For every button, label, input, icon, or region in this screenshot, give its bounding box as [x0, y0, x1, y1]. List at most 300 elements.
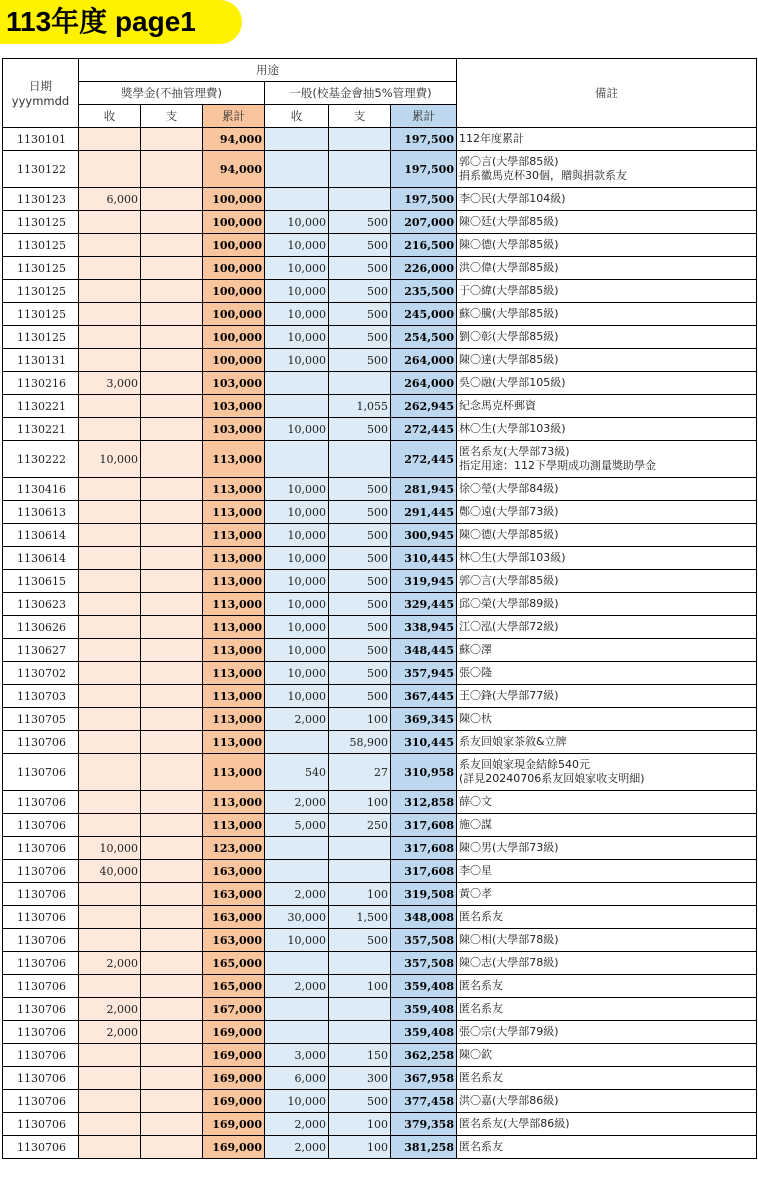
remark-cell — [457, 639, 757, 662]
general-income-cell: 2,000 — [265, 975, 329, 998]
remark-cell — [457, 1021, 757, 1044]
scholarship-cumulative-cell: 113,000 — [203, 791, 265, 814]
general-expense-cell: 1,055 — [329, 395, 391, 418]
ledger-date-cell: 1130706 — [3, 952, 79, 975]
scholarship-income-cell — [79, 128, 141, 151]
ledger-date-cell: 1130706 — [3, 837, 79, 860]
general-income-cell: 2,000 — [265, 1113, 329, 1136]
ledger-date-cell: 1130125 — [3, 234, 79, 257]
remark-cell — [457, 188, 757, 211]
general-cumulative-cell: 310,445 — [391, 547, 457, 570]
general-cumulative-cell: 197,500 — [391, 151, 457, 188]
remark-cell — [457, 1044, 757, 1067]
remark-line: 陳〇志(大學部78級) — [459, 956, 559, 969]
remark-cell — [457, 662, 757, 685]
scholarship-cumulative-cell: 113,000 — [203, 501, 265, 524]
general-cumulative-cell: 317,608 — [391, 837, 457, 860]
scholarship-expense-cell — [141, 975, 203, 998]
general-income-cell: 2,000 — [265, 1136, 329, 1159]
general-cumulative-cell: 310,445 — [391, 731, 457, 754]
scholarship-cumulative-cell: 165,000 — [203, 952, 265, 975]
general-cumulative-cell: 207,000 — [391, 211, 457, 234]
scholarship-cumulative-cell: 94,000 — [203, 151, 265, 188]
scholarship-cumulative-cell: 169,000 — [203, 1021, 265, 1044]
general-income-cell: 10,000 — [265, 1090, 329, 1113]
ledger-date-cell: 1130706 — [3, 929, 79, 952]
ledger-date-cell: 1130221 — [3, 395, 79, 418]
remark-line: 指定用途：112下學期成功測量獎助學金 — [459, 459, 656, 472]
scholarship-cumulative-cell: 169,000 — [203, 1067, 265, 1090]
general-income-cell: 10,000 — [265, 639, 329, 662]
general-cumulative-cell: 369,345 — [391, 708, 457, 731]
scholarship-expense-cell — [141, 395, 203, 418]
remark-cell — [457, 998, 757, 1021]
scholarship-cumulative-cell: 100,000 — [203, 326, 265, 349]
scholarship-expense-cell — [141, 814, 203, 837]
general-cumulative-cell: 264,000 — [391, 372, 457, 395]
scholarship-cumulative-cell: 113,000 — [203, 754, 265, 791]
scholarship-cumulative-cell: 103,000 — [203, 418, 265, 441]
ledger-date-cell: 1130626 — [3, 616, 79, 639]
general-expense-cell: 500 — [329, 662, 391, 685]
scholarship-expense-cell — [141, 906, 203, 929]
remark-cell — [457, 975, 757, 998]
ledger-date-cell: 1130125 — [3, 257, 79, 280]
scholarship-expense-cell — [141, 1113, 203, 1136]
remark-cell — [457, 128, 757, 151]
general-cumulative-cell: 235,500 — [391, 280, 457, 303]
general-expense-cell: 500 — [329, 524, 391, 547]
remark-line: 匿名系友(大學部73級) — [459, 445, 570, 458]
scholarship-income-cell — [79, 257, 141, 280]
scholarship-expense-cell — [141, 128, 203, 151]
general-expense-cell: 100 — [329, 975, 391, 998]
scholarship-cumulative-cell: 113,000 — [203, 685, 265, 708]
general-expense-cell: 100 — [329, 883, 391, 906]
remark-cell — [457, 860, 757, 883]
general-income-cell: 2,000 — [265, 791, 329, 814]
general-expense-cell: 500 — [329, 685, 391, 708]
general-expense-cell: 500 — [329, 234, 391, 257]
scholarship-header: 獎學金(不抽管理費) — [79, 82, 265, 105]
scholarship-expense-cell — [141, 280, 203, 303]
ledger-date-cell: 1130706 — [3, 1113, 79, 1136]
scholarship-income-cell — [79, 639, 141, 662]
scholarship-expense-cell — [141, 708, 203, 731]
scholarship-income-cell — [79, 478, 141, 501]
remark-line: 黃〇孝 — [459, 887, 492, 900]
remark-cell — [457, 1113, 757, 1136]
scholarship-expense-cell — [141, 1021, 203, 1044]
remark-line: 陳〇男(大學部73級) — [459, 841, 559, 854]
ledger-date-cell: 1130613 — [3, 501, 79, 524]
ledger-date-cell: 1130706 — [3, 814, 79, 837]
general-cumulative-cell: 367,445 — [391, 685, 457, 708]
table-row — [3, 791, 757, 814]
general-cumulative-cell: 359,408 — [391, 1021, 457, 1044]
ledger-date-cell: 1130614 — [3, 524, 79, 547]
remark-line: 匿名系友 — [459, 910, 503, 923]
remark-cell — [457, 524, 757, 547]
general-expense-cell: 500 — [329, 211, 391, 234]
remark-cell — [457, 441, 757, 478]
scholarship-expense-cell — [141, 188, 203, 211]
remark-cell — [457, 929, 757, 952]
remark-cell — [457, 418, 757, 441]
remark-cell — [457, 349, 757, 372]
general-expense-cell — [329, 837, 391, 860]
remark-line: 匿名系友(大學部86級) — [459, 1117, 570, 1130]
general-income-cell: 10,000 — [265, 662, 329, 685]
remark-cell — [457, 303, 757, 326]
scholarship-expense-cell — [141, 211, 203, 234]
scholarship-cumulative-cell: 113,000 — [203, 639, 265, 662]
general-income-cell: 2,000 — [265, 708, 329, 731]
remark-cell — [457, 685, 757, 708]
scholarship-expense-header: 支 — [141, 105, 203, 128]
remark-line: 捐系徽馬克杯30個，贈與捐款系友 — [459, 169, 627, 182]
scholarship-cumulative-cell: 169,000 — [203, 1113, 265, 1136]
scholarship-cumulative-cell: 103,000 — [203, 395, 265, 418]
scholarship-income-cell — [79, 395, 141, 418]
general-income-cell — [265, 128, 329, 151]
scholarship-cumulative-cell: 113,000 — [203, 814, 265, 837]
table-row — [3, 754, 757, 791]
scholarship-income-cell — [79, 616, 141, 639]
general-income-cell: 6,000 — [265, 1067, 329, 1090]
general-expense-cell: 100 — [329, 1113, 391, 1136]
scholarship-cumulative-cell: 113,000 — [203, 616, 265, 639]
ledger-date-cell: 1130706 — [3, 1044, 79, 1067]
remark-line: 邱〇榮(大學部89級) — [459, 597, 559, 610]
scholarship-cumulative-cell: 94,000 — [203, 128, 265, 151]
general-expense-cell: 500 — [329, 593, 391, 616]
general-cumulative-cell: 377,458 — [391, 1090, 457, 1113]
general-cumulative-cell: 329,445 — [391, 593, 457, 616]
general-income-cell: 10,000 — [265, 570, 329, 593]
ledger-date-cell: 1130125 — [3, 211, 79, 234]
general-income-cell: 10,000 — [265, 593, 329, 616]
date-format-label: yyymmdd — [11, 94, 70, 108]
remark-cell — [457, 952, 757, 975]
general-expense-cell — [329, 128, 391, 151]
general-income-cell: 10,000 — [265, 303, 329, 326]
scholarship-expense-cell — [141, 593, 203, 616]
ledger-date-cell: 1130615 — [3, 570, 79, 593]
remark-line: 劉〇彰(大學部85級) — [459, 330, 559, 343]
remark-line: 陳〇杕 — [459, 712, 492, 725]
ledger-date-cell: 1130706 — [3, 860, 79, 883]
scholarship-income-cell — [79, 708, 141, 731]
scholarship-cumulative-cell: 165,000 — [203, 975, 265, 998]
general-income-cell: 10,000 — [265, 616, 329, 639]
remark-cell — [457, 1067, 757, 1090]
ledger-date-cell: 1130706 — [3, 975, 79, 998]
scholarship-cumulative-header: 累計 — [203, 105, 265, 128]
scholarship-expense-cell — [141, 303, 203, 326]
general-income-cell — [265, 998, 329, 1021]
scholarship-expense-cell — [141, 372, 203, 395]
general-cumulative-cell: 310,958 — [391, 754, 457, 791]
scholarship-income-cell — [79, 303, 141, 326]
remark-line: 匿名系友 — [459, 979, 503, 992]
scholarship-expense-cell — [141, 547, 203, 570]
ledger-date-cell: 1130623 — [3, 593, 79, 616]
general-income-cell — [265, 860, 329, 883]
scholarship-expense-cell — [141, 349, 203, 372]
table-row — [3, 395, 757, 418]
general-income-cell: 10,000 — [265, 349, 329, 372]
ledger-date-cell: 1130706 — [3, 998, 79, 1021]
remark-cell — [457, 372, 757, 395]
remark-line: 李〇星 — [459, 864, 492, 877]
scholarship-expense-cell — [141, 524, 203, 547]
general-income-cell: 2,000 — [265, 883, 329, 906]
ledger-date-cell: 1130216 — [3, 372, 79, 395]
scholarship-income-cell: 2,000 — [79, 1021, 141, 1044]
scholarship-income-cell — [79, 326, 141, 349]
ledger-date-cell: 1130703 — [3, 685, 79, 708]
remark-cell — [457, 754, 757, 791]
table-row — [3, 860, 757, 883]
scholarship-income-cell — [79, 791, 141, 814]
scholarship-expense-cell — [141, 837, 203, 860]
table-row — [3, 418, 757, 441]
scholarship-income-cell — [79, 814, 141, 837]
scholarship-expense-cell — [141, 1044, 203, 1067]
table-row — [3, 441, 757, 478]
ledger-date-cell: 1130706 — [3, 731, 79, 754]
remark-line: 張〇宗(大學部79級) — [459, 1025, 559, 1038]
ledger-date-cell: 1130101 — [3, 128, 79, 151]
remark-cell — [457, 234, 757, 257]
general-income-cell — [265, 151, 329, 188]
table-row — [3, 814, 757, 837]
scholarship-expense-cell — [141, 1067, 203, 1090]
scholarship-cumulative-cell: 100,000 — [203, 349, 265, 372]
ledger-date-cell: 1130706 — [3, 906, 79, 929]
scholarship-expense-cell — [141, 151, 203, 188]
remark-line: 林〇生(大學部103級) — [459, 422, 566, 435]
scholarship-income-cell — [79, 1113, 141, 1136]
scholarship-expense-cell — [141, 326, 203, 349]
remark-line: 陳〇德(大學部85級) — [459, 238, 559, 251]
date-label: 日期 — [29, 79, 52, 93]
general-cumulative-cell: 348,445 — [391, 639, 457, 662]
remark-line: 洪〇偉(大學部85級) — [459, 261, 559, 274]
scholarship-cumulative-cell: 113,000 — [203, 547, 265, 570]
scholarship-cumulative-cell: 100,000 — [203, 280, 265, 303]
remark-cell — [457, 731, 757, 754]
table-row — [3, 349, 757, 372]
ledger-date-cell: 1130123 — [3, 188, 79, 211]
scholarship-cumulative-cell: 169,000 — [203, 1090, 265, 1113]
scholarship-income-cell — [79, 524, 141, 547]
scholarship-income-cell: 6,000 — [79, 188, 141, 211]
remark-cell — [457, 791, 757, 814]
general-expense-cell: 250 — [329, 814, 391, 837]
remark-line: 鄭〇遠(大學部73級) — [459, 505, 559, 518]
scholarship-cumulative-cell: 100,000 — [203, 234, 265, 257]
scholarship-expense-cell — [141, 639, 203, 662]
scholarship-expense-cell — [141, 883, 203, 906]
general-cumulative-cell: 319,945 — [391, 570, 457, 593]
remark-cell — [457, 1090, 757, 1113]
general-expense-cell: 500 — [329, 570, 391, 593]
general-cumulative-cell: 245,000 — [391, 303, 457, 326]
date-header — [3, 59, 79, 128]
table-row — [3, 188, 757, 211]
scholarship-income-header: 收 — [79, 105, 141, 128]
scholarship-income-cell — [79, 280, 141, 303]
general-expense-cell: 500 — [329, 547, 391, 570]
ledger-date-cell: 1130627 — [3, 639, 79, 662]
scholarship-expense-cell — [141, 685, 203, 708]
table-row — [3, 662, 757, 685]
ledger-date-cell: 1130706 — [3, 1136, 79, 1159]
table-row — [3, 524, 757, 547]
remark-line: 李〇民(大學部104級) — [459, 192, 566, 205]
scholarship-income-cell — [79, 662, 141, 685]
general-cumulative-cell: 197,500 — [391, 188, 457, 211]
ledger-date-cell: 1130221 — [3, 418, 79, 441]
general-expense-cell: 500 — [329, 478, 391, 501]
remark-cell — [457, 570, 757, 593]
general-cumulative-cell: 312,858 — [391, 791, 457, 814]
general-income-cell — [265, 731, 329, 754]
table-row — [3, 708, 757, 731]
scholarship-cumulative-cell: 123,000 — [203, 837, 265, 860]
general-income-cell: 10,000 — [265, 326, 329, 349]
scholarship-cumulative-cell: 113,000 — [203, 593, 265, 616]
general-income-cell: 10,000 — [265, 280, 329, 303]
general-cumulative-cell: 357,508 — [391, 952, 457, 975]
general-income-cell — [265, 372, 329, 395]
general-cumulative-cell: 197,500 — [391, 128, 457, 151]
general-expense-cell: 500 — [329, 280, 391, 303]
general-cumulative-cell: 254,500 — [391, 326, 457, 349]
scholarship-income-cell: 40,000 — [79, 860, 141, 883]
scholarship-expense-cell — [141, 418, 203, 441]
remark-line: 施〇謀 — [459, 818, 492, 831]
general-income-cell — [265, 395, 329, 418]
general-income-cell: 10,000 — [265, 234, 329, 257]
scholarship-income-cell — [79, 1067, 141, 1090]
ledger-date-cell: 1130222 — [3, 441, 79, 478]
general-expense-cell — [329, 188, 391, 211]
ledger-date-cell: 1130416 — [3, 478, 79, 501]
table-row — [3, 593, 757, 616]
remark-line: 紀念馬克杯郵資 — [459, 399, 536, 412]
table-row — [3, 1021, 757, 1044]
remark-line: 陳〇欽 — [459, 1048, 492, 1061]
general-expense-cell: 500 — [329, 929, 391, 952]
scholarship-cumulative-cell: 113,000 — [203, 708, 265, 731]
general-cumulative-cell: 357,508 — [391, 929, 457, 952]
remark-line: 陳〇廷(大學部85級) — [459, 215, 559, 228]
remark-cell — [457, 814, 757, 837]
scholarship-expense-cell — [141, 791, 203, 814]
general-expense-cell: 58,900 — [329, 731, 391, 754]
remark-line: 蘇〇騰(大學部85級) — [459, 307, 559, 320]
remark-cell — [457, 906, 757, 929]
ledger-date-cell: 1130706 — [3, 883, 79, 906]
general-header: 一般(校基金會抽5%管理費) — [265, 82, 457, 105]
table-row — [3, 547, 757, 570]
scholarship-cumulative-cell: 103,000 — [203, 372, 265, 395]
general-expense-cell: 500 — [329, 616, 391, 639]
remark-line: 系友回娘家茶敘&立牌 — [459, 735, 567, 748]
remark-cell — [457, 883, 757, 906]
table-row — [3, 211, 757, 234]
general-expense-cell — [329, 372, 391, 395]
general-income-cell: 10,000 — [265, 211, 329, 234]
table-row — [3, 151, 757, 188]
table-row — [3, 685, 757, 708]
general-cumulative-cell: 281,945 — [391, 478, 457, 501]
scholarship-cumulative-cell: 167,000 — [203, 998, 265, 1021]
general-cumulative-cell: 381,258 — [391, 1136, 457, 1159]
remark-header: 備註 — [457, 59, 757, 128]
general-cumulative-cell: 362,258 — [391, 1044, 457, 1067]
remark-line: 郭〇言(大學部85級) — [459, 155, 559, 168]
table-row — [3, 570, 757, 593]
remark-cell — [457, 708, 757, 731]
general-cumulative-cell: 262,945 — [391, 395, 457, 418]
remark-line: 蘇〇澤 — [459, 643, 492, 656]
scholarship-income-cell — [79, 501, 141, 524]
scholarship-expense-cell — [141, 929, 203, 952]
donation-ledger-table — [2, 58, 757, 1159]
table-row — [3, 975, 757, 998]
remark-line: 陳〇相(大學部78級) — [459, 933, 559, 946]
ledger-date-cell: 1130614 — [3, 547, 79, 570]
general-expense-cell: 100 — [329, 791, 391, 814]
general-income-cell: 3,000 — [265, 1044, 329, 1067]
general-cumulative-cell: 272,445 — [391, 441, 457, 478]
scholarship-expense-cell — [141, 234, 203, 257]
scholarship-cumulative-cell: 113,000 — [203, 731, 265, 754]
general-cumulative-cell: 348,008 — [391, 906, 457, 929]
scholarship-cumulative-cell: 113,000 — [203, 524, 265, 547]
ledger-date-cell: 1130706 — [3, 754, 79, 791]
scholarship-cumulative-cell: 113,000 — [203, 570, 265, 593]
remark-line: 吳〇融(大學部105級) — [459, 376, 566, 389]
scholarship-income-cell — [79, 151, 141, 188]
remark-cell — [457, 257, 757, 280]
scholarship-income-cell — [79, 685, 141, 708]
scholarship-cumulative-cell: 113,000 — [203, 662, 265, 685]
remark-cell — [457, 151, 757, 188]
ledger-date-cell: 1130125 — [3, 280, 79, 303]
remark-cell — [457, 280, 757, 303]
scholarship-income-cell — [79, 754, 141, 791]
remark-line: 系友回娘家現金結餘540元 — [459, 758, 590, 771]
scholarship-income-cell: 2,000 — [79, 952, 141, 975]
remark-line: 王〇鋒(大學部77級) — [459, 689, 559, 702]
table-row — [3, 280, 757, 303]
general-expense-cell: 100 — [329, 1136, 391, 1159]
general-cumulative-cell: 272,445 — [391, 418, 457, 441]
ledger-body — [3, 128, 757, 1159]
scholarship-expense-cell — [141, 662, 203, 685]
general-cumulative-cell: 367,958 — [391, 1067, 457, 1090]
table-row — [3, 1136, 757, 1159]
remark-line: 張〇隆 — [459, 666, 492, 679]
general-income-cell — [265, 952, 329, 975]
general-expense-header: 支 — [329, 105, 391, 128]
general-cumulative-cell: 359,408 — [391, 975, 457, 998]
